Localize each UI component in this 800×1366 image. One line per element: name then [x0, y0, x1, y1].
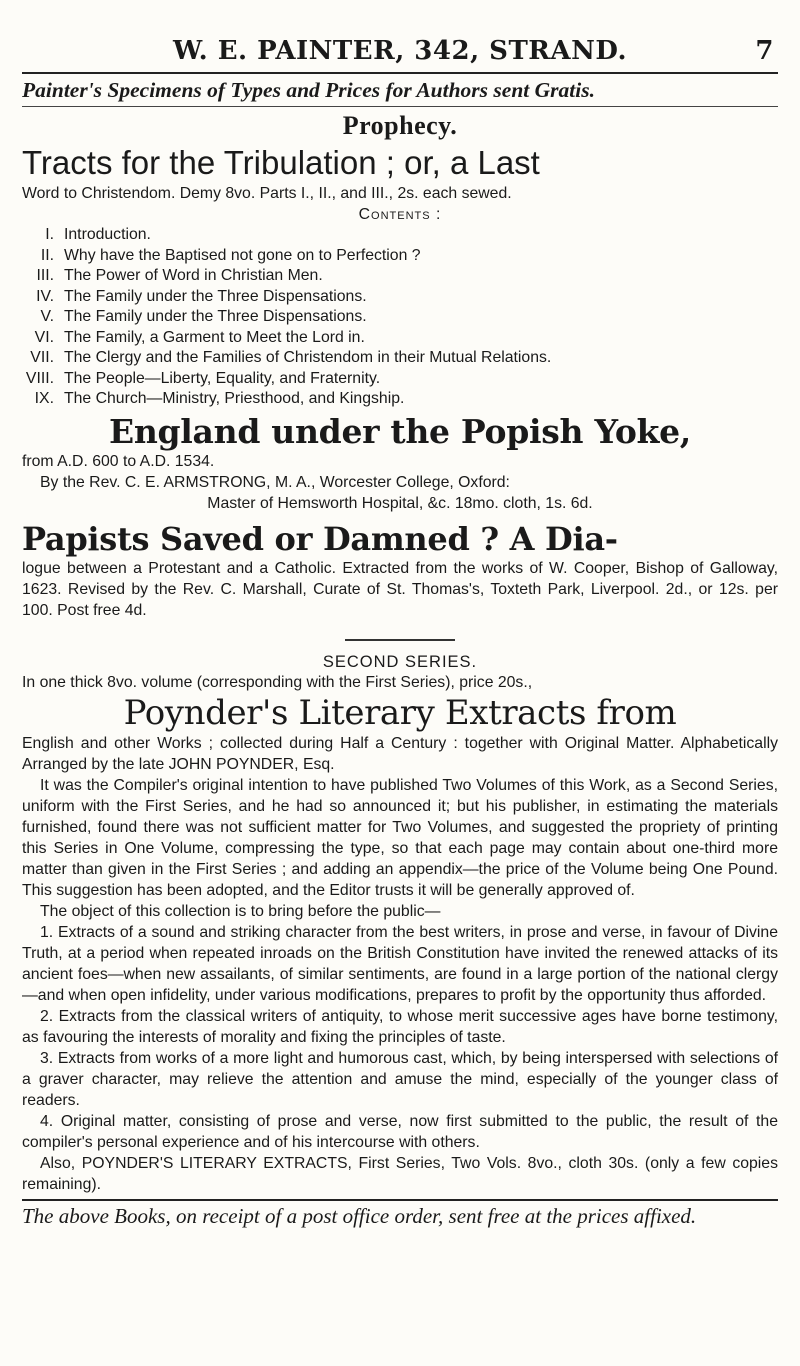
section-label-prophecy: Prophecy. — [342, 111, 458, 140]
papists-description: logue between a Protestant and a Catholic. Extracted from the works of W. Cooper, Bishop of Galloway, 1623. Revised by the Rev. C. Marshall, Curate of St. Thomas's, Toxteth Park, Liverpool. 2d., or 12s. per 100. Post free 4d. — [22, 559, 778, 619]
prophecy-entry — [22, 111, 778, 410]
poynder-point: 3. Extracts from works of a more light and humorous cast, which, by being interspersed with selections of a graver character, may relieve the attention and amuse the mind, especially of the younger class of readers. — [22, 1049, 778, 1109]
contents-label: Contents : — [358, 206, 442, 223]
footer-rule — [22, 1199, 778, 1201]
series-heading: SECOND SERIES. — [322, 652, 478, 671]
contents-item: III. The Power of Word in Christian Men. — [36, 267, 323, 284]
contents-item: I. Introduction. — [45, 226, 151, 243]
papists-title: Papists Saved or Damned ? A Dia- — [22, 519, 618, 558]
tracts-title: Tracts for the Tribulation ; or, a Last — [22, 144, 540, 181]
contents-item: IV. The Family under the Three Dispensations. — [36, 287, 367, 305]
england-entry — [22, 412, 778, 514]
publisher-address: W. E. PAINTER, 342, STRAND. — [172, 36, 628, 66]
england-author: By the Rev. C. E. ARMSTRONG, M. A., Worcester College, Oxford: — [40, 473, 510, 491]
poynder-object: The object of this collection is to bring before the public— — [40, 902, 441, 920]
poynder-entry — [22, 653, 778, 1195]
poynder-description: English and other Works ; collected during Half a Century : together with Original Matter. Alphabetically Arranged by the late JOHN POYNDER, Esq. — [22, 734, 778, 773]
poynder-title: Poynder's Literary Extracts from — [123, 692, 677, 733]
header-rule — [22, 72, 778, 74]
poynder-point: 1. Extracts of a sound and striking character from the best writers, in prose and verse, in favour of Divine Truth, at a period when repeated inroads on the British Constitution have invited the renewed attacks of its ancient foes—when new assailants, of similar sentiments, are found in a large portion of the national clergy —and when open infidelity, under various modifications, prepares to profit by the opportunity thus afforded. — [22, 923, 778, 1004]
contents-item: VI. The Family, a Garment to Meet the Lord in. — [34, 328, 365, 346]
tracts-description: Word to Christendom. Demy 8vo. Parts I., II., and III., 2s. each sewed. — [22, 185, 512, 202]
poynder-paragraph: It was the Compiler's original intention to have published Two Volumes of this Work, as a Second Series, uniform with the First Series, and he had so announced it; but his publisher, in estimating the materials furnished, found there was not sufficient matter for Two Volumes, and suggested the propriety of printing this Series in One Volume, compressing the type, so that each page may contain about one-third more matter than given in the First Series ; and adding an appendix—the price of the Volume being One Pound. This suggestion has been adopted, and the Editor trusts it will be generally approved of. — [22, 776, 778, 899]
poynder-point: 4. Original matter, consisting of prose and verse, now first submitted to the public, the result of the compiler's personal experience and of his intercourse with others. — [22, 1112, 778, 1151]
poynder-intro: In one thick 8vo. volume (corresponding with the First Series), price 20s., — [22, 673, 533, 691]
poynder-point: 2. Extracts from the classical writers of antiquity, to whose merit successive ages have borne testimony, as favouring the interests of morality and fixing the principles of taste. — [22, 1007, 778, 1046]
england-dates: from A.D. 600 to A.D. 1534. — [22, 452, 215, 470]
contents-item: VII. The Clergy and the Families of Christendom in their Mutual Relations. — [30, 349, 552, 366]
england-title: England under the Popish Yoke, — [108, 411, 691, 451]
subhead-rule — [22, 106, 778, 107]
page-number: 7 — [755, 36, 774, 66]
running-head — [22, 36, 778, 66]
contents-item: II. Why have the Baptised not gone on to Perfection ? — [40, 246, 421, 264]
poynder-first-series: Also, POYNDER'S LITERARY EXTRACTS, First Series, Two Vols. 8vo., cloth 30s. (only a few copies remaining). — [22, 1154, 778, 1193]
contents-item: VIII. The People—Liberty, Equality, and Fraternity. — [25, 369, 381, 387]
papists-entry — [22, 520, 778, 621]
contents-item: V. The Family under the Three Dispensations. — [40, 308, 367, 325]
footer-note: The above Books, on receipt of a post office order, sent free at the prices affixed. — [22, 1203, 697, 1228]
england-price: Master of Hemsworth Hospital, &c. 18mo. cloth, 1s. 6d. — [207, 494, 593, 512]
section-divider — [345, 639, 455, 641]
contents-item: IX. The Church—Ministry, Priesthood, and Kingship. — [34, 390, 405, 407]
specimens-subhead: Painter's Specimens of Types and Prices for Authors sent Gratis. — [22, 78, 595, 102]
contents-list — [22, 225, 778, 410]
